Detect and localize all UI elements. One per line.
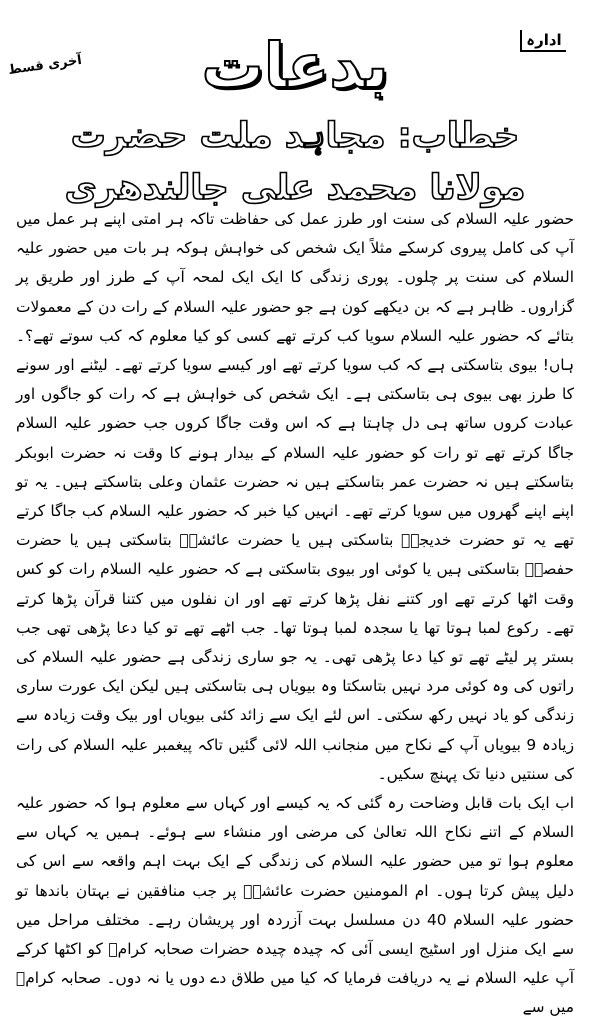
article-body <box>16 205 574 1023</box>
paragraph-1: حضور علیہ السلام کی سنت اور طرز عمل کی حفاظت تاکہ ہر امتی اپنے ہر عمل میں آپ کی کامل پیروی کرسکے مثلاً ایک شخص کی خواہش ہوکہ ہر بات میں حضور علیہ السلام کی سنت پر چلوں۔ پوری زندگی کا ایک ایک لمحہ آپ کے طرز اور طریق پر گزاروں۔ ظاہر ہے کہ بن دیکھے کون ہے جو حضور علیہ السلام کے رات دن کے معمولات بتائے کہ حضور علیہ السلام سویا کب کرتے تھے کسی کو کیا معلوم کہ کب سوتے تھے؟۔ہاں! بیوی بتاسکتی ہے کہ کب سویا کرتے تھے اور کیسے سویا کرتے تھے۔ لیٹنے اور سونے کا طرز بھی بیوی ہی بتاسکتی ہے۔ ایک شخص کی خواہش ہے کہ رات کو جاگوں اور عبادت کروں ساتھ ہی دل چاہتا ہے کہ اس وقت جاگا کروں جب حضور علیہ السلام جاگا کرتے تھے تو رات کو حضور علیہ السلام کے بیدار ہونے کا وقت نہ حضرت ابوبکر بتاسکتے ہیں نہ حضرت عمر بتاسکتے ہیں نہ حضرت عثمان وعلی بتاسکتے ہیں۔ یہ تو اپنے اپنے گھروں میں سویا کرتے تھے۔ انہیں کیا خبر کہ حضور علیہ السلام کب جاگا کرتے تھے یہ تو حضرت خدیجہؓ بتاسکتی ہیں یا حضرت عائشہؓ بتاسکتی ہیں یا حضرت حفصہؓ بتاسکتی ہیں یا کوئی اور بیوی بتاسکتی ہے کہ حضور علیہ السلام رات کو کس وقت اٹھا کرتے تھے اور کتنے نفل پڑھا کرتے تھے اور ان نفلوں میں کتنا قرآن پڑھا کرتے تھے۔ رکوع لمبا ہوتا تھا یا سجدہ لمبا ہوتا تھا۔ جب اٹھے تھے تو کیا دعا پڑھی تھی جب بستر پر لیٹے تھے تو کیا دعا پڑھی تھی۔ یہ جو ساری زندگی ہے حضور علیہ السلام کی راتوں کی وہ کوئی مرد نہیں بتاسکتا وہ بیویاں ہی بتاسکتی ہیں لیکن ایک عورت ساری زندگی کو یاد نہیں رکھ سکتی۔ اس لئے ایک سے زائد کئی بیویاں اور بیک وقت زیادہ سے زیادہ 9 بیویاں آپ کے نکاح میں منجانب اللہ لائی گئیں تاکہ پیغمبر علیہ السلام کی رات کی سنتیں دنیا تک پہنچ سکیں۔ <box>16 210 574 783</box>
author-byline: ادارہ <box>520 30 566 52</box>
part-label: آخری قسط <box>7 52 83 79</box>
paragraph-2: اب ایک بات قابل وضاحت رہ گئی کہ یہ کیسے اور کہاں سے معلوم ہوا کہ حضور علیہ السلام کے اتنے نکاح اللہ تعالیٰ کی مرضی اور منشاء سے ہوئے۔ ہمیں یہ کہاں سے معلوم ہوا تو میں حضور علیہ السلام کی زندگی کے ایک بہت اہم واقعہ سے اس کی دلیل پیش کرتا ہوں۔ ام المومنین حضرت عائشہؓ پر جب منافقین نے بہتان باندھا تو حضور علیہ السلام 40 دن مسلسل بہت آزردہ اور پریشان رہے۔ مختلف مراحل میں سے ایک منزل اور اسٹیج ایسی آئی کہ چیدہ چیدہ حضرات صحابہ کرامؓ کو اکٹھا کرکے آپ علیہ السلام نے یہ دریافت فرمایا کہ کیا میں طلاق دے دوں یا نہ دوں۔ صحابہ کرامؓ میں سے <box>16 794 574 1017</box>
article-subtitle: خطاب: مجاہد ملت حضرت مولانا محمد علی جالندھری <box>64 116 526 208</box>
article-title: بدعات <box>201 29 389 102</box>
